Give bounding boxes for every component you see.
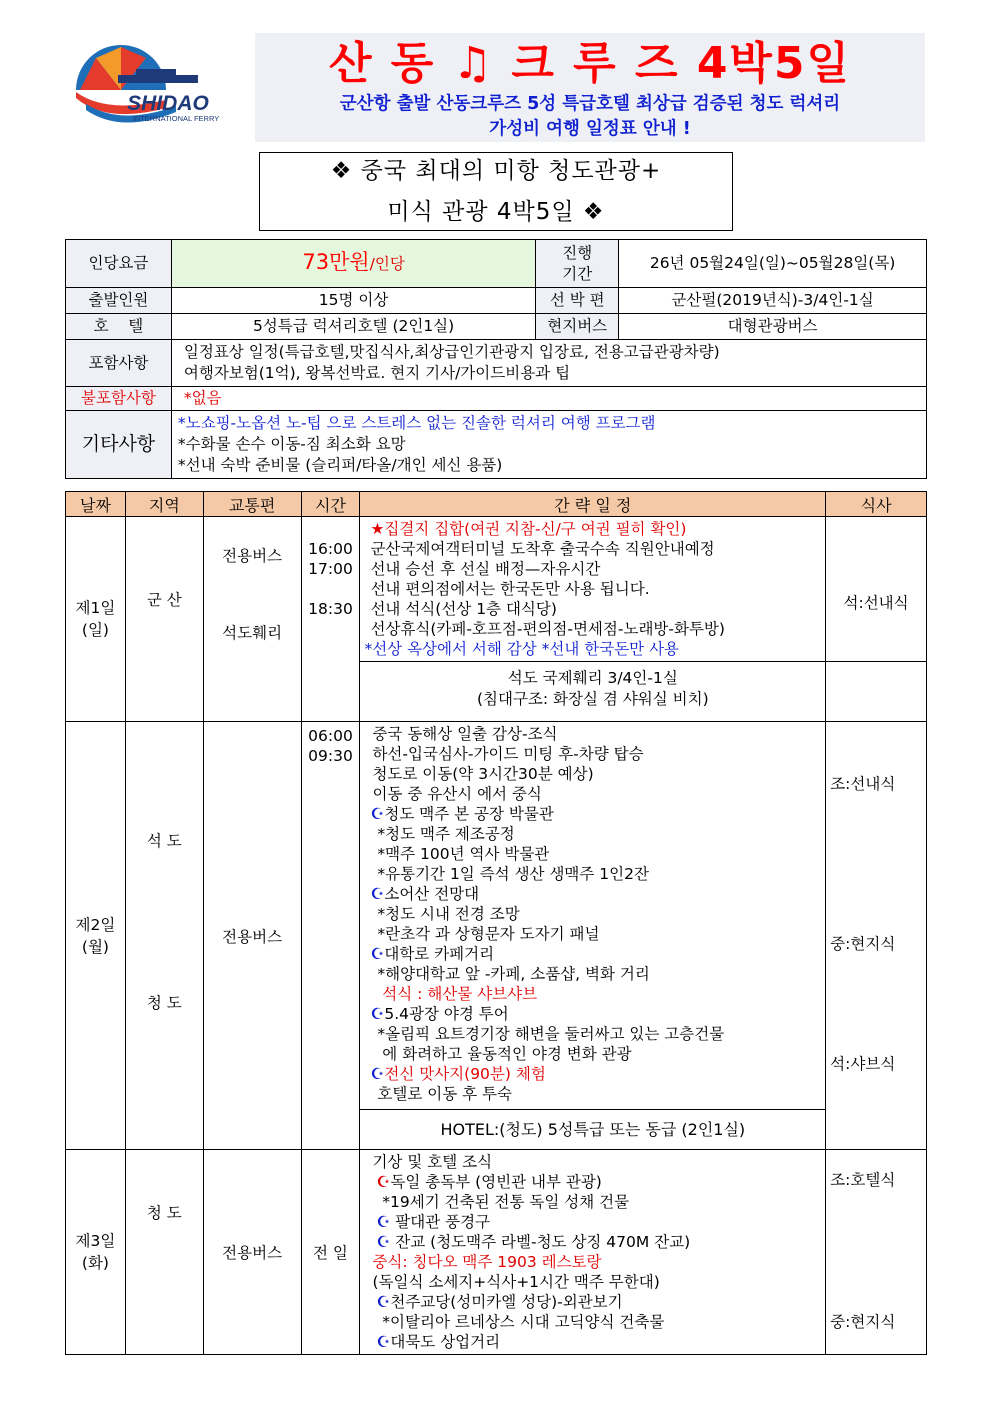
bus-value: 대형관광버스 <box>619 314 927 340</box>
headline-line1: ❖ 중국 최대의 미항 청도관광+ <box>330 158 662 184</box>
ship-value: 군산펄(2019년식)-3/4인-1실 <box>619 288 927 314</box>
itinerary-item: ★집결지 집합(여권 지참-신/구 여권 필히 확인) <box>370 520 687 538</box>
day1-date-text: 제1일 <box>75 599 116 617</box>
itinerary-item: 호텔로 이동 후 투숙 <box>372 1085 512 1103</box>
itinerary-item: (독일식 소세지+식사+1시간 맥주 무한대) <box>372 1273 660 1291</box>
included-label: 포함사항 <box>66 340 172 387</box>
logo-text: SHIDAO <box>127 92 209 115</box>
time: 16:00 <box>308 540 353 558</box>
schedule-table <box>65 491 927 1355</box>
day3-meal-lunch: 중:현지식 <box>830 1313 896 1331</box>
itinerary-item: 석식 : 해산물 샤브샤브 <box>372 985 538 1003</box>
bullet-icon: ☪ <box>376 1233 391 1251</box>
itinerary-item: 하선-입국심사-가이드 미팅 후-차량 탑승 <box>372 745 644 763</box>
hotel-label: 호 텔 <box>66 314 172 340</box>
day1-itinerary <box>360 517 826 662</box>
day3-meal-breakfast: 조:호텔식 <box>830 1171 896 1189</box>
period-value: 26년 05월24일(일)~05월28일(목) <box>619 240 927 288</box>
excluded-label: 불포함사항 <box>66 387 172 411</box>
itinerary-item: 선내 승선 후 선실 배정—자유시간 <box>370 560 601 578</box>
itinerary-item: 기상 및 호텔 조식 <box>372 1153 493 1171</box>
day2-meals <box>826 722 927 1150</box>
day1-date <box>66 517 126 722</box>
page-title: 산 동 ♫ 크 루 즈 4박5일 <box>328 38 852 89</box>
itinerary-item: *유통기간 1일 즉석 생산 생맥주 1인2잔 <box>372 865 649 883</box>
itinerary-item: 독일 총독부 (영빈관 내부 관광) <box>390 1173 602 1191</box>
day1-region: 군 산 <box>125 517 203 722</box>
day3-date <box>66 1150 126 1355</box>
day2-note: HOTEL:(청도) 5성특급 또는 동급 (2인1실) <box>360 1110 826 1150</box>
header-meal: 식사 <box>826 492 927 517</box>
day1-note-line1: 석도 국제훼리 3/4인-1실 <box>507 669 678 687</box>
subtitle-line1: 군산항 출발 산동크루즈 5성 특급호텔 최상급 검증된 청도 럭셔리 <box>339 94 841 114</box>
itinerary-item: *올림픽 요트경기장 해변을 둘러싸고 있는 고층건물 <box>372 1025 725 1043</box>
bus-label: 현지버스 <box>536 314 619 340</box>
itinerary-item: 선상휴식(카페-호프점-편의점-면세점-노래방-화투방) <box>370 620 725 638</box>
bullet-icon: ☪ <box>370 945 385 963</box>
header-date: 날짜 <box>66 492 126 517</box>
period-label-line2: 기간 <box>562 264 593 283</box>
hotel-value: 5성특급 럭셔리호텔 (2인1실) <box>171 314 535 340</box>
day3-date-text: 제3일 <box>75 1232 116 1250</box>
fee-unit: /인당 <box>369 255 405 273</box>
time: 06:00 <box>308 727 353 745</box>
included-value <box>171 340 926 387</box>
itinerary-item: *란초각 과 상형문자 도자기 패널 <box>372 925 600 943</box>
itinerary-item: *선상 옥상에서 서해 감상 *선내 한국돈만 사용 <box>364 640 680 658</box>
people-label: 출발인원 <box>66 288 172 314</box>
day1-transport-ferry: 석도훼리 <box>222 623 283 642</box>
ship-label: 선 박 편 <box>536 288 619 314</box>
day3-itinerary <box>360 1150 826 1355</box>
day2-region-1: 석 도 <box>146 831 182 850</box>
fee-cell <box>171 240 535 288</box>
itinerary-item: 이동 중 유산시 에서 중식 <box>372 785 542 803</box>
itinerary-item: 잔교 (청도맥주 라벨-청도 상징 470M 잔교) <box>390 1233 691 1251</box>
day1-weekday: (일) <box>81 621 109 639</box>
headline-line2: 미식 관광 4박5일 ❖ <box>387 199 605 225</box>
itinerary-item: 선내 석식(선상 1층 대식당) <box>370 600 557 618</box>
day3-weekday: (화) <box>81 1254 109 1272</box>
included-line1: 일정표상 일정(특급호텔,맛집식사,최상급인기관광지 입장료, 전용고급관광차량) <box>183 343 720 361</box>
bullet-icon: ☪ <box>370 805 385 823</box>
fee-value: 73만원 <box>302 250 370 274</box>
itinerary-item: 전신 맛사지(90분) 체험 <box>384 1065 546 1083</box>
period-label-line1: 진행 <box>562 243 593 262</box>
shidao-logo <box>66 42 241 134</box>
day1-note-line2: (침대구조: 화장실 겸 샤워실 비치) <box>476 690 709 708</box>
day3-transport: 전용버스 <box>203 1150 301 1355</box>
day1-meal: 석:선내식 <box>826 517 927 662</box>
day2-region <box>125 722 203 1150</box>
day1-meal-empty <box>826 662 927 722</box>
itinerary-item: 대학로 카페거리 <box>384 945 495 963</box>
itinerary-item: 소어산 전망대 <box>384 885 480 903</box>
header-itinerary: 간 략 일 정 <box>360 492 826 517</box>
itinerary-item: *청도 맥주 제조공정 <box>372 825 515 843</box>
day3-region: 청 도 <box>125 1150 203 1355</box>
included-line2: 여행자보험(1억), 왕복선박료. 현지 기사/가이드비용과 팁 <box>183 364 571 382</box>
header-transport: 교통편 <box>203 492 301 517</box>
day2-meal-dinner: 석:샤브식 <box>830 1055 896 1073</box>
day2-date <box>66 722 126 1150</box>
day1-note <box>360 662 826 722</box>
itinerary-item: 선내 편의점에서는 한국돈만 사용 됩니다. <box>370 580 650 598</box>
day2-itinerary <box>360 722 826 1110</box>
bullet-icon: ☪ <box>370 1005 385 1023</box>
day2-date-text: 제2일 <box>75 915 116 934</box>
itinerary-item: 중식: 칭다오 맥주 1903 레스토랑 <box>372 1253 602 1271</box>
bullet-icon: ☪ <box>376 1293 391 1311</box>
fee-label: 인당요금 <box>66 240 172 288</box>
itinerary-item: 청도 맥주 본 공장 박물관 <box>384 805 554 823</box>
itinerary-item: 팔대관 풍경구 <box>390 1213 491 1231</box>
itinerary-item: 대묵도 상업거리 <box>390 1333 501 1351</box>
bullet-icon: ☪ <box>370 885 385 903</box>
time: 17:00 <box>308 560 353 578</box>
bullet-icon: ☪ <box>370 1065 385 1083</box>
day1-transport-bus: 전용버스 <box>222 546 283 565</box>
subtitle-line2: 가성비 여행 일정표 안내 ! <box>489 119 691 139</box>
itinerary-item: 에 화려하고 율동적인 야경 변화 관광 <box>372 1045 632 1063</box>
day2-transport: 전용버스 <box>203 722 301 1150</box>
itinerary-item: *청도 시내 전경 조망 <box>372 905 520 923</box>
itinerary-item: 군산국제여객터미널 도착후 출국수속 직원안내예정 <box>370 540 715 558</box>
itinerary-item: *맥주 100년 역사 박물관 <box>372 845 550 863</box>
period-label <box>536 240 619 288</box>
time: 18:30 <box>308 600 353 618</box>
day2-meal-breakfast: 조:선내식 <box>830 775 896 793</box>
logo-subtext: INTERNATIONAL FERRY <box>132 114 220 123</box>
day3-time: 전 일 <box>301 1150 360 1355</box>
people-value: 15명 이상 <box>171 288 535 314</box>
itinerary-item: *해양대학교 앞 -카페, 소품샵, 벽화 거리 <box>372 965 650 983</box>
etc-line3: *선내 숙박 준비물 (슬리퍼/타올/개인 세신 용품) <box>177 456 503 474</box>
itinerary-item: *이탈리아 르네상스 시대 고딕양식 건축물 <box>372 1313 665 1331</box>
itinerary-item: *19세기 건축된 전통 독일 성채 건물 <box>372 1193 630 1211</box>
header-region: 지역 <box>125 492 203 517</box>
day2-region-2: 청 도 <box>146 993 182 1012</box>
excluded-value: *없음 <box>171 387 926 411</box>
day2-weekday: (월) <box>81 937 109 956</box>
day2-times <box>301 722 360 1150</box>
day3-meals <box>826 1150 927 1355</box>
itinerary-item: 중국 동해상 일출 감상-조식 <box>372 725 558 743</box>
itinerary-item: 5.4광장 야경 투어 <box>384 1005 509 1023</box>
day2-meal-lunch: 중:현지식 <box>830 935 896 953</box>
day1-transport <box>203 517 301 722</box>
etc-line2: *수화물 손수 이동-짐 최소화 요망 <box>177 435 406 453</box>
etc-line1: *노쇼핑-노옵션 노-팁 으로 스트레스 없는 진솔한 럭셔리 여행 프로그램 <box>177 414 656 432</box>
itinerary-item: 천주교당(성미카엘 성당)-외관보기 <box>390 1293 623 1311</box>
itinerary-item: 청도로 이동(약 3시간30분 예상) <box>372 765 594 783</box>
etc-value <box>171 411 926 479</box>
bullet-icon: ☪ <box>376 1213 391 1231</box>
time: 09:30 <box>308 747 353 765</box>
bullet-icon: ☪ <box>376 1173 391 1191</box>
bullet-icon: ☪ <box>376 1333 391 1351</box>
info-table <box>65 239 927 479</box>
header-time: 시간 <box>301 492 360 517</box>
etc-label: 기타사항 <box>66 411 172 479</box>
day1-times <box>301 517 360 722</box>
